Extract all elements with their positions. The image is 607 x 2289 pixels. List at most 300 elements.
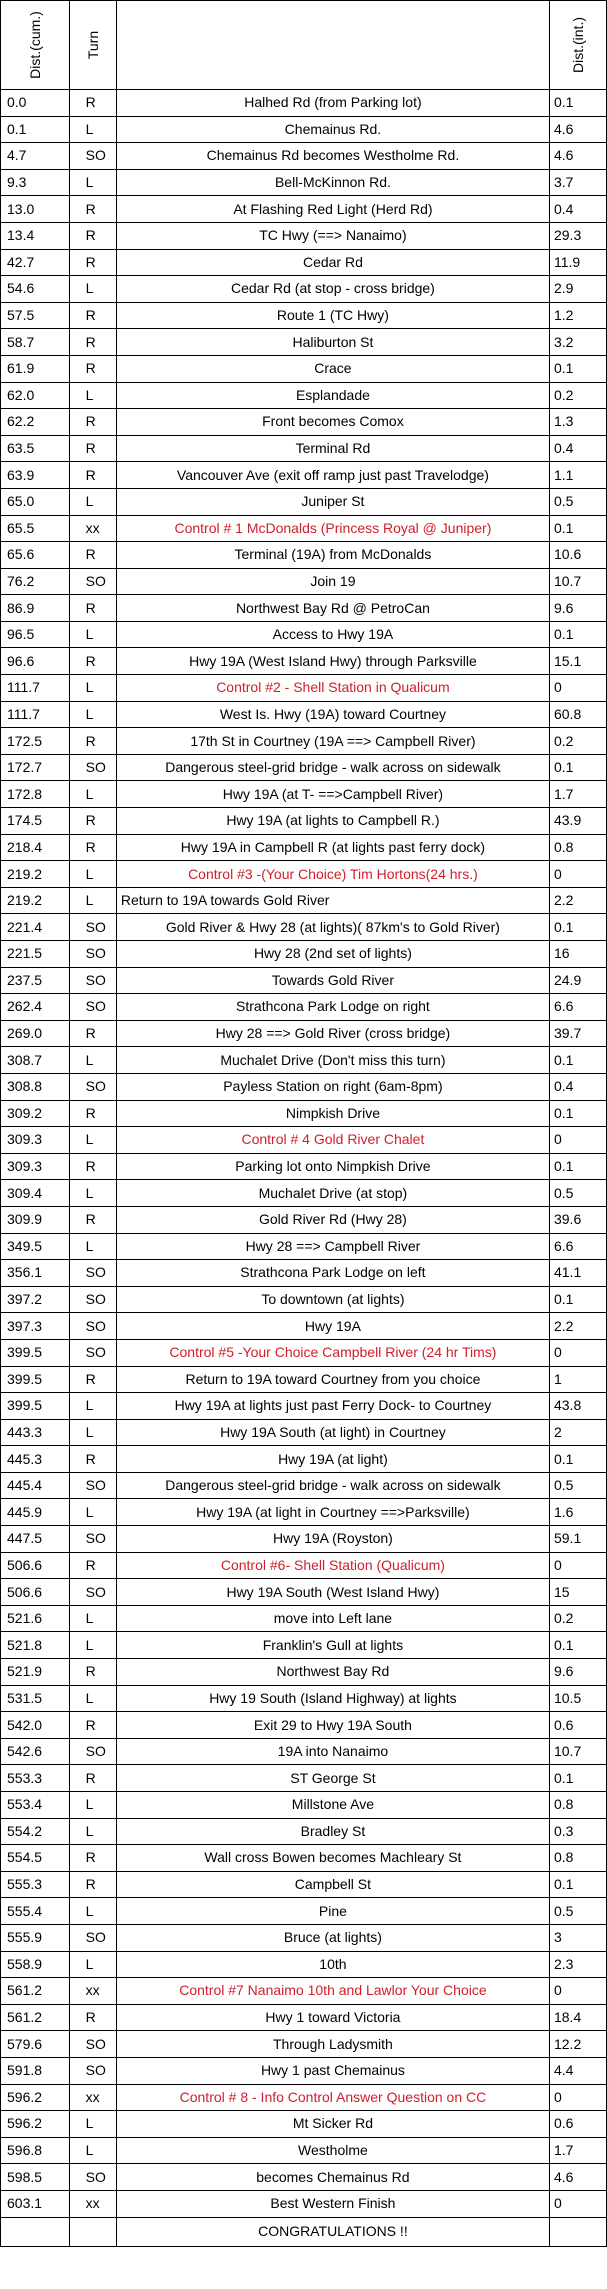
turn-cell: L xyxy=(69,382,116,409)
table-row xyxy=(1,2190,607,2217)
description-cell: Through Ladysmith xyxy=(116,2031,549,2058)
dist-int-cell: 0.1 xyxy=(549,754,606,781)
dist-int-cell: 10.7 xyxy=(549,1738,606,1765)
dist-int-cell: 0.2 xyxy=(549,1605,606,1632)
header-dist-int-label: Dist.(int.) xyxy=(569,17,586,73)
turn-cell: SO xyxy=(69,1339,116,1366)
table-row xyxy=(1,1845,607,1872)
table-row xyxy=(1,382,607,409)
table-row xyxy=(1,1366,607,1393)
turn-cell: L xyxy=(69,1632,116,1659)
dist-int-cell: 0.5 xyxy=(549,488,606,515)
dist-cum-cell: 221.4 xyxy=(1,914,70,941)
turn-cell: R xyxy=(69,1659,116,1686)
table-row xyxy=(1,1951,607,1978)
description-cell: Pine xyxy=(116,1898,549,1925)
dist-cum-cell: 4.7 xyxy=(1,143,70,170)
table-row xyxy=(1,1659,607,1686)
turn-cell: R xyxy=(69,329,116,356)
turn-cell: R xyxy=(69,1100,116,1127)
dist-cum-cell: 579.6 xyxy=(1,2031,70,2058)
dist-int-cell: 43.9 xyxy=(549,808,606,835)
turn-cell: L xyxy=(69,276,116,303)
description-cell: Westholme xyxy=(116,2137,549,2164)
description-cell: 10th xyxy=(116,1951,549,1978)
turn-cell: R xyxy=(69,2004,116,2031)
table-row xyxy=(1,1286,607,1313)
table-row xyxy=(1,701,607,728)
dist-int-cell: 0.1 xyxy=(549,515,606,542)
turn-cell: R xyxy=(69,196,116,223)
dist-cum-cell: 521.9 xyxy=(1,1659,70,1686)
dist-cum-cell: 172.8 xyxy=(1,781,70,808)
description-cell: Terminal Rd xyxy=(116,435,549,462)
dist-cum-cell: 445.4 xyxy=(1,1472,70,1499)
description-cell: Juniper St xyxy=(116,488,549,515)
description-cell: Wall cross Bowen becomes Machleary St xyxy=(116,1845,549,1872)
dist-cum-cell: 397.3 xyxy=(1,1313,70,1340)
dist-int-cell: 2.2 xyxy=(549,1313,606,1340)
dist-int-cell: 0.6 xyxy=(549,2111,606,2138)
table-row xyxy=(1,1313,607,1340)
dist-cum-cell: 309.3 xyxy=(1,1153,70,1180)
description-cell: Northwest Bay Rd @ PetroCan xyxy=(116,595,549,622)
table-row xyxy=(1,249,607,276)
description-cell: Bradley St xyxy=(116,1818,549,1845)
description-cell: Strathcona Park Lodge on left xyxy=(116,1260,549,1287)
description-cell: Millstone Ave xyxy=(116,1792,549,1819)
dist-int-cell: 0.1 xyxy=(549,1100,606,1127)
description-cell: Gold River Rd (Hwy 28) xyxy=(116,1206,549,1233)
control-row xyxy=(1,675,607,702)
table-row xyxy=(1,90,607,117)
turn-cell: SO xyxy=(69,1313,116,1340)
dist-int-cell: 11.9 xyxy=(549,249,606,276)
dist-int-cell: 10.6 xyxy=(549,542,606,569)
dist-cum-cell: 553.4 xyxy=(1,1792,70,1819)
turn-cell: R xyxy=(69,249,116,276)
table-row xyxy=(1,1472,607,1499)
description-cell: Route 1 (TC Hwy) xyxy=(116,302,549,329)
dist-int-cell: 2.3 xyxy=(549,1951,606,1978)
dist-cum-cell: 0.1 xyxy=(1,116,70,143)
table-row xyxy=(1,409,607,436)
turn-cell: L xyxy=(69,488,116,515)
turn-cell: L xyxy=(69,2111,116,2138)
table-body xyxy=(1,90,607,2247)
dist-int-cell: 0.1 xyxy=(549,1446,606,1473)
turn-cell: R xyxy=(69,1206,116,1233)
turn-cell: SO xyxy=(69,754,116,781)
dist-cum-cell: 506.6 xyxy=(1,1552,70,1579)
table-row xyxy=(1,568,607,595)
table-row xyxy=(1,355,607,382)
description-cell: Campbell St xyxy=(116,1871,549,1898)
description-cell: Control #6- Shell Station (Qualicum) xyxy=(116,1552,549,1579)
table-row xyxy=(1,542,607,569)
description-cell: Dangerous steel-grid bridge - walk across on sidewalk xyxy=(116,754,549,781)
turn-cell: R xyxy=(69,834,116,861)
description-cell: becomes Chemainus Rd xyxy=(116,2164,549,2191)
dist-cum-cell: 542.6 xyxy=(1,1738,70,1765)
dist-int-cell: 4.4 xyxy=(549,2057,606,2084)
description-cell: Northwest Bay Rd xyxy=(116,1659,549,1686)
dist-int-cell: 0 xyxy=(549,1978,606,2005)
dist-cum-cell: 561.2 xyxy=(1,2004,70,2031)
dist-int-cell: 3.2 xyxy=(549,329,606,356)
header-dist-int xyxy=(549,1,606,90)
dist-int-cell: 18.4 xyxy=(549,2004,606,2031)
turn-cell: SO xyxy=(69,2031,116,2058)
turn-cell: R xyxy=(69,1552,116,1579)
table-row xyxy=(1,302,607,329)
dist-cum-cell: 553.3 xyxy=(1,1765,70,1792)
description-cell: Crace xyxy=(116,355,549,382)
dist-int-cell: 0 xyxy=(549,861,606,888)
table-row xyxy=(1,595,607,622)
turn-cell: xx xyxy=(69,515,116,542)
description-cell: Muchalet Drive (Don't miss this turn) xyxy=(116,1047,549,1074)
dist-cum-cell: 174.5 xyxy=(1,808,70,835)
dist-int-cell: 59.1 xyxy=(549,1526,606,1553)
description-cell: Front becomes Comox xyxy=(116,409,549,436)
turn-cell: R xyxy=(69,355,116,382)
table-row xyxy=(1,1047,607,1074)
dist-int-cell: 60.8 xyxy=(549,701,606,728)
dist-cum-cell: 262.4 xyxy=(1,994,70,1021)
header-dist-cum-label: Dist.(cum.) xyxy=(26,11,43,79)
table-row xyxy=(1,1180,607,1207)
turn-cell: R xyxy=(69,90,116,117)
description-cell: Esplandade xyxy=(116,382,549,409)
dist-cum-cell: 62.0 xyxy=(1,382,70,409)
table-row xyxy=(1,1100,607,1127)
description-cell: Exit 29 to Hwy 19A South xyxy=(116,1712,549,1739)
dist-cum-cell: 269.0 xyxy=(1,1020,70,1047)
turn-cell: L xyxy=(69,1898,116,1925)
dist-int-cell: 0.1 xyxy=(549,90,606,117)
dist-cum-cell: 96.6 xyxy=(1,648,70,675)
description-cell: Towards Gold River xyxy=(116,967,549,994)
description-cell: Access to Hwy 19A xyxy=(116,621,549,648)
dist-int-cell: 10.7 xyxy=(549,568,606,595)
description-cell: Hwy 19A (at light) xyxy=(116,1446,549,1473)
dist-cum-cell: 219.2 xyxy=(1,887,70,914)
table-row xyxy=(1,1632,607,1659)
turn-cell: R xyxy=(69,1765,116,1792)
table-row xyxy=(1,462,607,489)
turn-cell: L xyxy=(69,781,116,808)
turn-cell: SO xyxy=(69,994,116,1021)
description-cell: Hwy 19A (at light in Courtney ==>Parksville) xyxy=(116,1499,549,1526)
description-cell: Cedar Rd (at stop - cross bridge) xyxy=(116,276,549,303)
table-row xyxy=(1,2137,607,2164)
description-cell: Payless Station on right (6am-8pm) xyxy=(116,1073,549,1100)
description-cell: Best Western Finish xyxy=(116,2190,549,2217)
description-cell: Hwy 28 (2nd set of lights) xyxy=(116,941,549,968)
table-row xyxy=(1,941,607,968)
description-cell: Gold River & Hwy 28 (at lights)( 87km's to Gold River) xyxy=(116,914,549,941)
turn-cell: L xyxy=(69,701,116,728)
description-cell: At Flashing Red Light (Herd Rd) xyxy=(116,196,549,223)
turn-cell: xx xyxy=(69,2084,116,2111)
dist-cum-cell: 54.6 xyxy=(1,276,70,303)
turn-cell: L xyxy=(69,1818,116,1845)
table-row xyxy=(1,1605,607,1632)
dist-cum-cell: 63.5 xyxy=(1,435,70,462)
control-row xyxy=(1,1339,607,1366)
turn-cell: SO xyxy=(69,568,116,595)
dist-int-cell: 4.6 xyxy=(549,143,606,170)
dist-cum-cell: 172.7 xyxy=(1,754,70,781)
turn-cell: L xyxy=(69,1233,116,1260)
description-cell: West Is. Hwy (19A) toward Courtney xyxy=(116,701,549,728)
dist-int-cell: 0 xyxy=(549,2190,606,2217)
dist-int-cell: 0.1 xyxy=(549,1765,606,1792)
dist-int-cell: 39.6 xyxy=(549,1206,606,1233)
turn-cell: SO xyxy=(69,2057,116,2084)
turn-cell: L xyxy=(69,169,116,196)
control-row xyxy=(1,1552,607,1579)
table-row xyxy=(1,1579,607,1606)
turn-cell: R xyxy=(69,1845,116,1872)
turn-cell: xx xyxy=(69,2190,116,2217)
description-cell: 17th St in Courtney (19A ==> Campbell River) xyxy=(116,728,549,755)
description-cell: Hwy 28 ==> Gold River (cross bridge) xyxy=(116,1020,549,1047)
description-cell: Bell-McKinnon Rd. xyxy=(116,169,549,196)
description-cell: Haliburton St xyxy=(116,329,549,356)
table-row xyxy=(1,435,607,462)
turn-cell: SO xyxy=(69,914,116,941)
turn-cell: R xyxy=(69,222,116,249)
dist-int-cell: 1.7 xyxy=(549,2137,606,2164)
table-row xyxy=(1,1393,607,1420)
dist-cum-cell: 596.2 xyxy=(1,2111,70,2138)
description-cell: Hwy 19A South (at light) in Courtney xyxy=(116,1419,549,1446)
dist-int-cell: 2.9 xyxy=(549,276,606,303)
dist-int-cell: 0.5 xyxy=(549,1180,606,1207)
dist-cum-cell xyxy=(1,2217,70,2246)
dist-cum-cell: 111.7 xyxy=(1,675,70,702)
header-turn xyxy=(69,1,116,90)
turn-cell: R xyxy=(69,1446,116,1473)
turn-cell: SO xyxy=(69,1073,116,1100)
dist-cum-cell: 309.9 xyxy=(1,1206,70,1233)
dist-cum-cell: 309.2 xyxy=(1,1100,70,1127)
dist-int-cell: 0 xyxy=(549,1552,606,1579)
description-cell: Parking lot onto Nimpkish Drive xyxy=(116,1153,549,1180)
description-cell: Halhed Rd (from Parking lot) xyxy=(116,90,549,117)
description-cell: Hwy 19A (Royston) xyxy=(116,1526,549,1553)
dist-cum-cell: 349.5 xyxy=(1,1233,70,1260)
turn-cell: L xyxy=(69,116,116,143)
description-cell: Join 19 xyxy=(116,568,549,595)
description-cell: Hwy 28 ==> Campbell River xyxy=(116,1233,549,1260)
dist-int-cell: 0.1 xyxy=(549,914,606,941)
dist-cum-cell: 308.7 xyxy=(1,1047,70,1074)
dist-int-cell: 29.3 xyxy=(549,222,606,249)
control-row xyxy=(1,861,607,888)
turn-cell: L xyxy=(69,1605,116,1632)
table-row xyxy=(1,914,607,941)
table-header xyxy=(1,1,607,90)
table-row xyxy=(1,143,607,170)
table-row xyxy=(1,994,607,1021)
dist-int-cell xyxy=(549,2217,606,2246)
dist-cum-cell: 399.5 xyxy=(1,1339,70,1366)
turn-cell: L xyxy=(69,2137,116,2164)
dist-int-cell: 10.5 xyxy=(549,1685,606,1712)
turn-cell: R xyxy=(69,1712,116,1739)
turn-cell: L xyxy=(69,861,116,888)
dist-int-cell: 2 xyxy=(549,1419,606,1446)
dist-int-cell: 0.5 xyxy=(549,1898,606,1925)
dist-cum-cell: 309.3 xyxy=(1,1127,70,1154)
table-row xyxy=(1,169,607,196)
turn-cell: R xyxy=(69,595,116,622)
turn-cell: R xyxy=(69,1871,116,1898)
table-row xyxy=(1,488,607,515)
table-row xyxy=(1,1765,607,1792)
dist-int-cell: 41.1 xyxy=(549,1260,606,1287)
dist-int-cell: 6.6 xyxy=(549,994,606,1021)
turn-cell: SO xyxy=(69,941,116,968)
description-cell: Nimpkish Drive xyxy=(116,1100,549,1127)
dist-int-cell: 43.8 xyxy=(549,1393,606,1420)
description-cell: Hwy 1 toward Victoria xyxy=(116,2004,549,2031)
description-cell: Control #7 Nanaimo 10th and Lawlor Your Choice xyxy=(116,1978,549,2005)
turn-cell xyxy=(69,2217,116,2246)
dist-cum-cell: 65.0 xyxy=(1,488,70,515)
table-row xyxy=(1,2111,607,2138)
description-cell: move into Left lane xyxy=(116,1605,549,1632)
header-dist-cum xyxy=(1,1,70,90)
turn-cell: SO xyxy=(69,967,116,994)
dist-cum-cell: 521.8 xyxy=(1,1632,70,1659)
dist-cum-cell: 443.3 xyxy=(1,1419,70,1446)
dist-cum-cell: 554.2 xyxy=(1,1818,70,1845)
description-cell: Cedar Rd xyxy=(116,249,549,276)
dist-int-cell: 3.7 xyxy=(549,169,606,196)
dist-cum-cell: 554.5 xyxy=(1,1845,70,1872)
description-cell: Mt Sicker Rd xyxy=(116,2111,549,2138)
control-row xyxy=(1,1127,607,1154)
turn-cell: SO xyxy=(69,1738,116,1765)
control-row xyxy=(1,2084,607,2111)
table-row xyxy=(1,1153,607,1180)
description-cell: Hwy 19A xyxy=(116,1313,549,1340)
dist-cum-cell: 356.1 xyxy=(1,1260,70,1287)
turn-cell: xx xyxy=(69,1978,116,2005)
header-description xyxy=(116,1,549,90)
table-row xyxy=(1,1818,607,1845)
dist-cum-cell: 42.7 xyxy=(1,249,70,276)
dist-cum-cell: 57.5 xyxy=(1,302,70,329)
description-cell: Control #3 -(Your Choice) Tim Hortons(24 hrs.) xyxy=(116,861,549,888)
turn-cell: SO xyxy=(69,1260,116,1287)
dist-int-cell: 0 xyxy=(549,1127,606,1154)
table-row xyxy=(1,1712,607,1739)
table-row xyxy=(1,1792,607,1819)
dist-int-cell: 0 xyxy=(549,2084,606,2111)
dist-int-cell: 0.8 xyxy=(549,834,606,861)
description-cell: Hwy 19A South (West Island Hwy) xyxy=(116,1579,549,1606)
dist-int-cell: 0.2 xyxy=(549,728,606,755)
turn-cell: R xyxy=(69,409,116,436)
dist-int-cell: 4.6 xyxy=(549,116,606,143)
turn-cell: SO xyxy=(69,1526,116,1553)
dist-int-cell: 0.2 xyxy=(549,382,606,409)
description-cell: Control # 8 - Info Control Answer Question on CC xyxy=(116,2084,549,2111)
turn-cell: L xyxy=(69,1951,116,1978)
dist-cum-cell: 445.3 xyxy=(1,1446,70,1473)
dist-int-cell: 3 xyxy=(549,1924,606,1951)
table-row xyxy=(1,1738,607,1765)
table-row xyxy=(1,728,607,755)
table-row xyxy=(1,1419,607,1446)
dist-int-cell: 6.6 xyxy=(549,1233,606,1260)
dist-int-cell: 0.1 xyxy=(549,621,606,648)
table-row xyxy=(1,834,607,861)
table-row xyxy=(1,116,607,143)
turn-cell: R xyxy=(69,302,116,329)
turn-cell: L xyxy=(69,1127,116,1154)
description-cell: Return to 19A towards Gold River xyxy=(116,887,549,914)
dist-int-cell: 1.1 xyxy=(549,462,606,489)
turn-cell: SO xyxy=(69,1579,116,1606)
dist-int-cell: 24.9 xyxy=(549,967,606,994)
description-cell: Control #5 -Your Choice Campbell River (24 hr Tims) xyxy=(116,1339,549,1366)
description-cell: Vancouver Ave (exit off ramp just past Travelodge) xyxy=(116,462,549,489)
dist-int-cell: 12.2 xyxy=(549,2031,606,2058)
dist-int-cell: 9.6 xyxy=(549,1659,606,1686)
table-row xyxy=(1,222,607,249)
dist-cum-cell: 58.7 xyxy=(1,329,70,356)
dist-int-cell: 0.1 xyxy=(549,355,606,382)
dist-int-cell: 9.6 xyxy=(549,595,606,622)
description-cell: Chemainus Rd becomes Westholme Rd. xyxy=(116,143,549,170)
turn-cell: R xyxy=(69,728,116,755)
table-row xyxy=(1,196,607,223)
dist-cum-cell: 13.0 xyxy=(1,196,70,223)
dist-int-cell: 15 xyxy=(549,1579,606,1606)
table-row xyxy=(1,1073,607,1100)
description-cell: Bruce (at lights) xyxy=(116,1924,549,1951)
control-row xyxy=(1,515,607,542)
dist-int-cell: 15.1 xyxy=(549,648,606,675)
turn-cell: R xyxy=(69,1366,116,1393)
turn-cell: R xyxy=(69,808,116,835)
dist-cum-cell: 237.5 xyxy=(1,967,70,994)
turn-cell: L xyxy=(69,1393,116,1420)
table-row xyxy=(1,1526,607,1553)
table-row xyxy=(1,967,607,994)
dist-cum-cell: 76.2 xyxy=(1,568,70,595)
turn-cell: SO xyxy=(69,1472,116,1499)
table-row xyxy=(1,1685,607,1712)
dist-cum-cell: 598.5 xyxy=(1,2164,70,2191)
description-cell: Hwy 19A at lights just past Ferry Dock- to Courtney xyxy=(116,1393,549,1420)
turn-cell: L xyxy=(69,1047,116,1074)
description-cell: To downtown (at lights) xyxy=(116,1286,549,1313)
table-row xyxy=(1,1924,607,1951)
dist-int-cell: 1 xyxy=(549,1366,606,1393)
dist-int-cell: 0.1 xyxy=(549,1286,606,1313)
turn-cell: R xyxy=(69,648,116,675)
table-row xyxy=(1,2004,607,2031)
dist-cum-cell: 445.9 xyxy=(1,1499,70,1526)
description-cell: CONGRATULATIONS !! xyxy=(116,2217,549,2246)
